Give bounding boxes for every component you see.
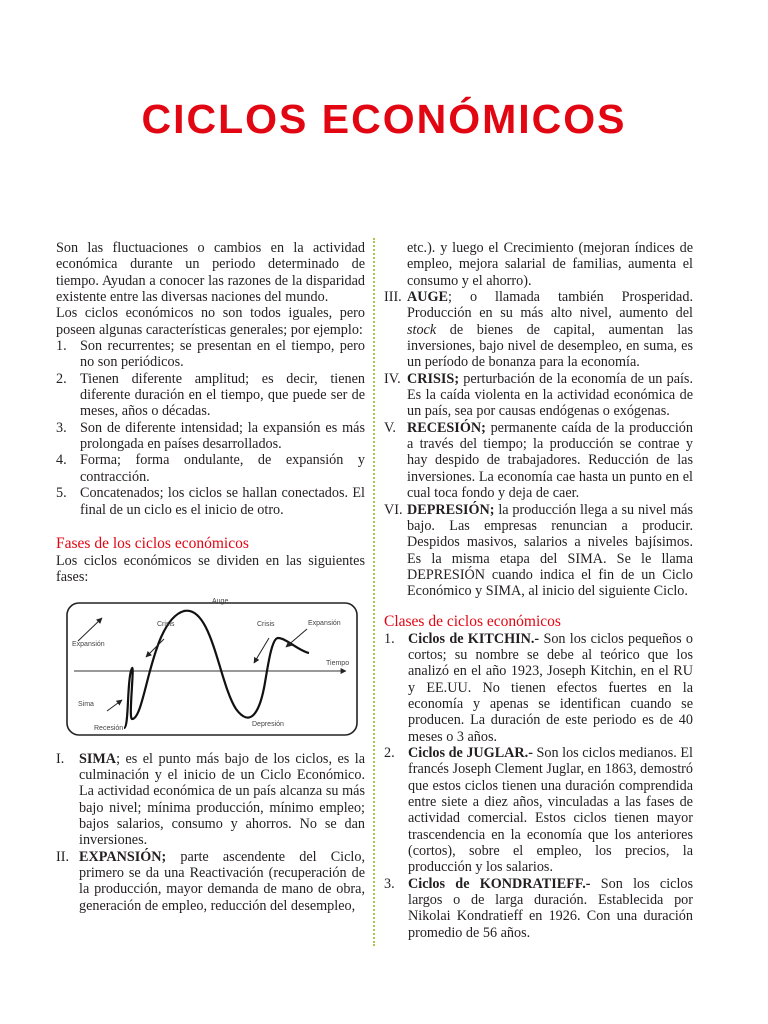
phase-term: AUGE (407, 289, 448, 306)
phase-text: ; es el punto más bajo de los ciclos, es la culminación y el inicio de un Ciclo Económico. La actividad económica de un país alcanza su más bajo nivel; mínima producción, mínimo empleo; bajos salarios, consumo y ahorros. No se dan inversiones. (79, 750, 365, 849)
clase-text: Son los ciclos pequeños o cortos; su nombre se debe al teórico que los analizó en el año 1923, Joseph Kitchin, en el RU y EE.UU. No tienen efectos fuertes en la economía y apenas se identifican cuando se producen. La duración de este periodo es de 40 meses o 3 años. (408, 630, 694, 745)
clases-list (384, 631, 693, 942)
list-item (56, 371, 365, 420)
right-column (384, 240, 693, 941)
label-crisis-right: Crisis (257, 620, 275, 628)
arrow-expansion-right (286, 629, 307, 647)
label-auge: Auge (212, 597, 229, 605)
clase-text: Son los ciclos largos o de larga duración. Establecida por Nikolai Kondratieff en 1926. Con una duración promedio de 56 años. (408, 875, 693, 941)
column-divider (373, 238, 375, 946)
phase-term: EXPANSIÓN; (79, 848, 167, 865)
fases-intro: Los ciclos económicos se dividen en las siguientes fases: (56, 552, 365, 586)
expansion-continuation: etc.). y luego el Crecimiento (mejoran índices de empleo, mejora salarial de familias, aumenta el consumo y el ahorro). (407, 240, 693, 289)
clase-term: Ciclos de KONDRATIEFF.- (408, 875, 591, 892)
list-number: VI. (384, 501, 403, 518)
list-number: 2. (384, 744, 395, 761)
fases-heading: Fases de los ciclos económicos (56, 534, 249, 552)
phase-term: CRISIS; (407, 370, 460, 387)
label-sima: Sima (78, 700, 94, 708)
list-item (384, 876, 693, 941)
list-number: III. (384, 289, 402, 306)
list-number: 5. (56, 485, 67, 502)
clase-term: Ciclos de KITCHIN.- (408, 630, 540, 647)
list-text: Son recurrentes; se presentan en el tiempo, pero no son periódicos. (80, 338, 365, 371)
phase-text: permanente caída de la producción a través del tiempo; la producción se contrae y hay despido de trabajadores. Reducción de las inversiones. La economía cae hasta un punto en el cual toca fondo y deja de caer. (407, 419, 693, 502)
list-item (56, 485, 365, 518)
intro-paragraph: Son las fluctuaciones o cambios en la actividad económica durante un periodo determinado de tiempo. Ayudan a conocer las razones de la disparidad existente entre las diversas naciones del mundo. (56, 240, 365, 306)
arrow-recession (107, 700, 122, 711)
list-number: I. (56, 750, 65, 767)
phase-term: SIMA (79, 750, 117, 767)
list-item (56, 338, 365, 371)
clases-heading: Clases de ciclos económicos (384, 612, 561, 630)
list-number: 4. (56, 452, 67, 469)
list-item (384, 745, 693, 876)
phase-text: perturbación de la economía de un país. Es la caída violenta en la actividad económica de un país, sea por causas endógenas o exógenas. (407, 370, 693, 420)
arrow-expansion-left (78, 618, 102, 641)
label-crisis-left: Crisis (157, 620, 175, 628)
list-item (384, 631, 693, 745)
list-number: 3. (384, 875, 395, 892)
list-number: 1. (56, 338, 67, 355)
phase-term: RECESIÓN; (407, 419, 486, 436)
list-number: V. (384, 419, 396, 436)
business-cycle-diagram (64, 593, 360, 741)
list-item (56, 420, 365, 453)
phase-text: parte ascendente del Ciclo, primero se da una Reactivación (recuperación de la producción, mayor demanda de mano de obra, generación de empleo, reducción del desempleo, (79, 848, 365, 914)
phases-list-left (56, 751, 365, 914)
clase-term: Ciclos de JUGLAR.- (408, 744, 533, 761)
list-item (384, 289, 693, 371)
phase-term: DEPRESIÓN; (407, 501, 495, 518)
label-expansion-right: Expansión (308, 619, 341, 627)
arrow-crisis-right (254, 638, 269, 663)
phase-italic: stock (407, 321, 437, 338)
phase-text: ; o llamada también Prosperidad. Producción en su más alto nivel, aumento del (407, 289, 693, 322)
list-number: 3. (56, 419, 67, 436)
phase-text: la producción llega a su nivel más bajo. Las empresas renuncian a producir. Despidos masivos, salarios a niveles bajísimos. Es la misma etapa del SIMA. Se le llama DEPRESIÓN cuando indica el fin de un Ciclo Económico y SIMA, al inicio del siguiente Ciclo. (407, 501, 693, 600)
page-title: CICLOS ECONÓMICOS (141, 96, 627, 142)
clase-text: Son los ciclos medianos. El francés Joseph Clement Juglar, en 1863, demostró que estos ciclos tienen una duración comprendida entre siete a diez años, vinculadas a las fases de actividad comercial. Estos ciclos tienen mayor trascendencia en la economía que los anteriores (cortos), sobre el empleo, los precios, la producción y los salarios. (408, 744, 693, 876)
list-item (384, 502, 693, 600)
list-number: II. (56, 848, 69, 865)
intro-paragraph-2: Los ciclos económicos no son todos iguales, pero poseen algunas características generales; por ejemplo: (56, 305, 365, 338)
cycle-curve (124, 610, 309, 727)
list-text: Son de diferente intensidad; la expansión es más prolongada en países desarrollados. (80, 419, 365, 453)
label-depresion: Depresión (252, 720, 284, 728)
list-text: Tienen diferente amplitud; es decir, tienen diferente duración en el tiempo, que puede ser de meses, años o décadas. (80, 370, 365, 420)
list-number: IV. (384, 370, 401, 387)
phase-text: de bienes de capital, aumentan las inversiones, bajo nivel de desempleo, en suma, es un período de bonanza para la economía. (407, 321, 693, 371)
list-number: 2. (56, 370, 67, 387)
label-tiempo: Tiempo (326, 659, 350, 667)
list-item (56, 849, 365, 914)
left-column (56, 240, 365, 914)
list-item (56, 452, 365, 485)
list-text: Forma; forma ondulante, de expansión y contracción. (80, 452, 365, 485)
list-item (384, 240, 693, 289)
list-item (384, 420, 693, 502)
characteristics-list (56, 338, 365, 518)
list-item (384, 371, 693, 420)
list-number: 1. (384, 630, 395, 647)
list-item (56, 751, 365, 849)
label-expansion-left: Expansión (72, 640, 105, 648)
label-recesion: Recesión (94, 724, 124, 732)
list-text: Concatenados; los ciclos se hallan conectados. El final de un ciclo es el inicio de otro. (80, 485, 365, 518)
